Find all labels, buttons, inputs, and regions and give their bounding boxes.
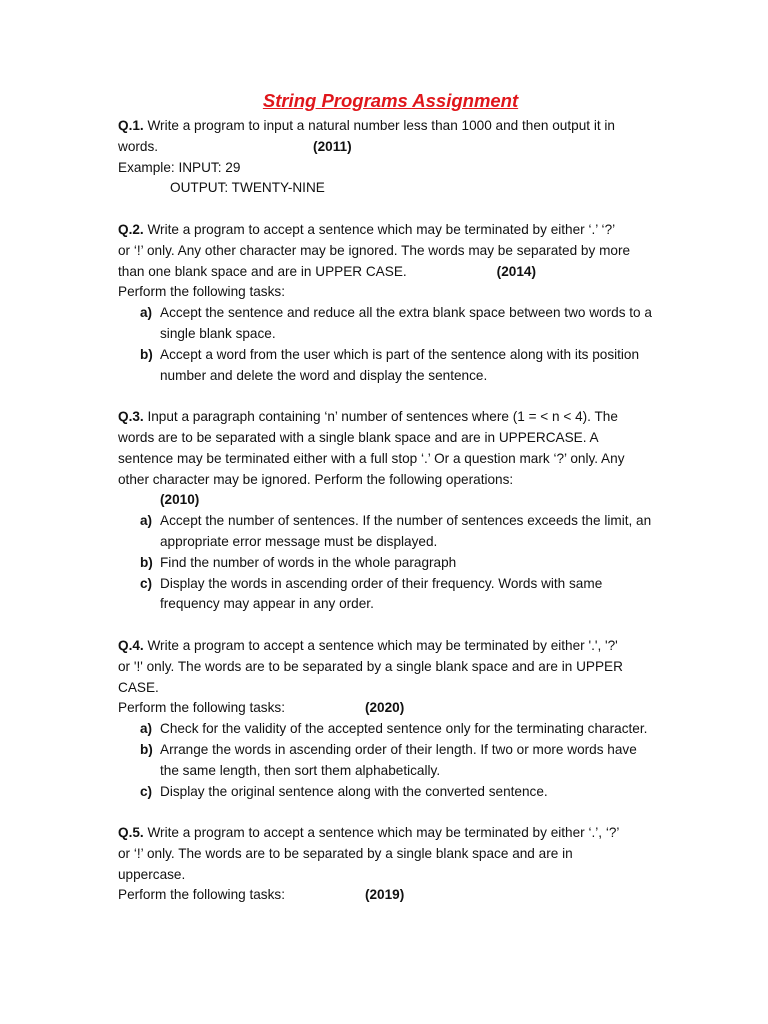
question-number: Q.5. <box>118 825 144 841</box>
question-text <box>118 262 653 283</box>
document-body <box>118 88 653 927</box>
task-list <box>118 303 653 386</box>
task-text: Arrange the words in ascending order of their length. If two or more words have the same length, then sort them alphabetically. <box>160 741 637 778</box>
tasks-intro-line <box>118 885 653 906</box>
year-label: (2019) <box>364 887 405 903</box>
question-text <box>118 220 653 241</box>
question-5 <box>118 823 653 906</box>
question-text <box>118 116 653 137</box>
question-text <box>118 407 653 428</box>
question-text-line: Write a program to accept a sentence which may be terminated by either '.', '?' <box>143 637 618 653</box>
question-text-line: or '!' only. The words are to be separated by a single blank space and are in UPPER <box>118 658 623 674</box>
task-marker: c) <box>140 783 153 799</box>
task-item <box>118 740 653 782</box>
task-marker: b) <box>140 554 153 570</box>
question-4 <box>118 636 653 802</box>
question-text-line: Write a program to input a natural number less than 1000 and then output it in <box>143 118 615 133</box>
tasks-intro-line <box>118 698 653 719</box>
task-marker: a) <box>140 721 153 737</box>
question-3 <box>118 407 653 615</box>
task-list <box>118 511 653 615</box>
task-item <box>118 303 653 345</box>
task-text: Display the original sentence along with the converted sentence. <box>160 783 548 799</box>
question-text-line: other character may be ignored. Perform the following operations: <box>118 471 514 487</box>
example-line: Example: INPUT: 29 <box>118 159 241 175</box>
tasks-intro: Perform the following tasks: <box>118 700 285 716</box>
task-text: Display the words in ascending order of their frequency. Words with same frequency may appear in any order. <box>160 575 603 612</box>
task-item <box>118 719 653 740</box>
year-label: (2010) <box>160 492 200 508</box>
task-text: Accept a word from the user which is part of the sentence along with its position number and delete the word and display the sentence. <box>160 346 640 383</box>
question-text-line: uppercase. <box>118 866 186 882</box>
question-text-line: Input a paragraph containing ‘n’ number of sentences where (1 = < n < 4). The <box>143 409 618 425</box>
example-output-line: OUTPUT: TWENTY-NINE <box>170 180 325 196</box>
task-text: Find the number of words in the whole paragraph <box>160 554 457 570</box>
question-1 <box>118 116 653 199</box>
page-title: String Programs Assignment <box>262 90 519 111</box>
task-text: Check for the validity of the accepted sentence only for the terminating character. <box>160 721 648 737</box>
year-label: (2020) <box>364 700 405 716</box>
question-number: Q.2. <box>118 221 144 237</box>
question-number: Q.3. <box>118 409 144 425</box>
task-marker: a) <box>140 513 153 529</box>
question-text <box>118 636 653 657</box>
question-text-line: Write a program to accept a sentence which may be terminated by either ‘.’, ‘?’ <box>143 825 620 841</box>
question-text-line: than one blank space and are in UPPER CASE. <box>118 263 407 279</box>
task-item <box>118 553 653 574</box>
year-label: (2011) <box>313 138 352 154</box>
task-item <box>118 782 653 803</box>
question-text-line: sentence may be terminated either with a full stop ‘.’ Or a question mark ‘?’ only. Any <box>118 450 625 466</box>
task-marker: b) <box>140 741 153 757</box>
task-text: Accept the number of sentences. If the number of sentences exceeds the limit, an appropriate error message must be displayed. <box>160 513 652 549</box>
task-marker: c) <box>140 575 153 591</box>
question-number: Q.1. <box>118 118 144 133</box>
tasks-intro: Perform the following tasks: <box>118 887 285 903</box>
question-text-line: words. <box>118 138 159 154</box>
question-text <box>118 823 653 844</box>
task-item <box>118 511 653 553</box>
task-item <box>118 345 653 387</box>
question-number: Q.4. <box>118 637 144 653</box>
question-2 <box>118 220 653 386</box>
question-text-line: or ‘!’ only. Any other character may be ignored. The words may be separated by more <box>118 242 631 258</box>
tasks-intro: Perform the following tasks: <box>118 284 285 300</box>
task-item <box>118 574 653 616</box>
task-list <box>118 719 653 802</box>
task-marker: b) <box>140 346 153 362</box>
question-text-line: or ‘!’ only. The words are to be separated by a single blank space and are in <box>118 845 573 861</box>
question-text <box>118 137 653 158</box>
task-text: Accept the sentence and reduce all the extra blank space between two words to a single blank space. <box>160 305 652 341</box>
year-label: (2014) <box>496 263 536 279</box>
question-text-line: CASE. <box>118 679 159 695</box>
question-text-line: Write a program to accept a sentence which may be terminated by either ‘.’ ‘?’ <box>143 221 616 237</box>
question-text-line: words are to be separated with a single blank space and are in UPPERCASE. A <box>118 429 599 445</box>
task-marker: a) <box>140 305 153 321</box>
